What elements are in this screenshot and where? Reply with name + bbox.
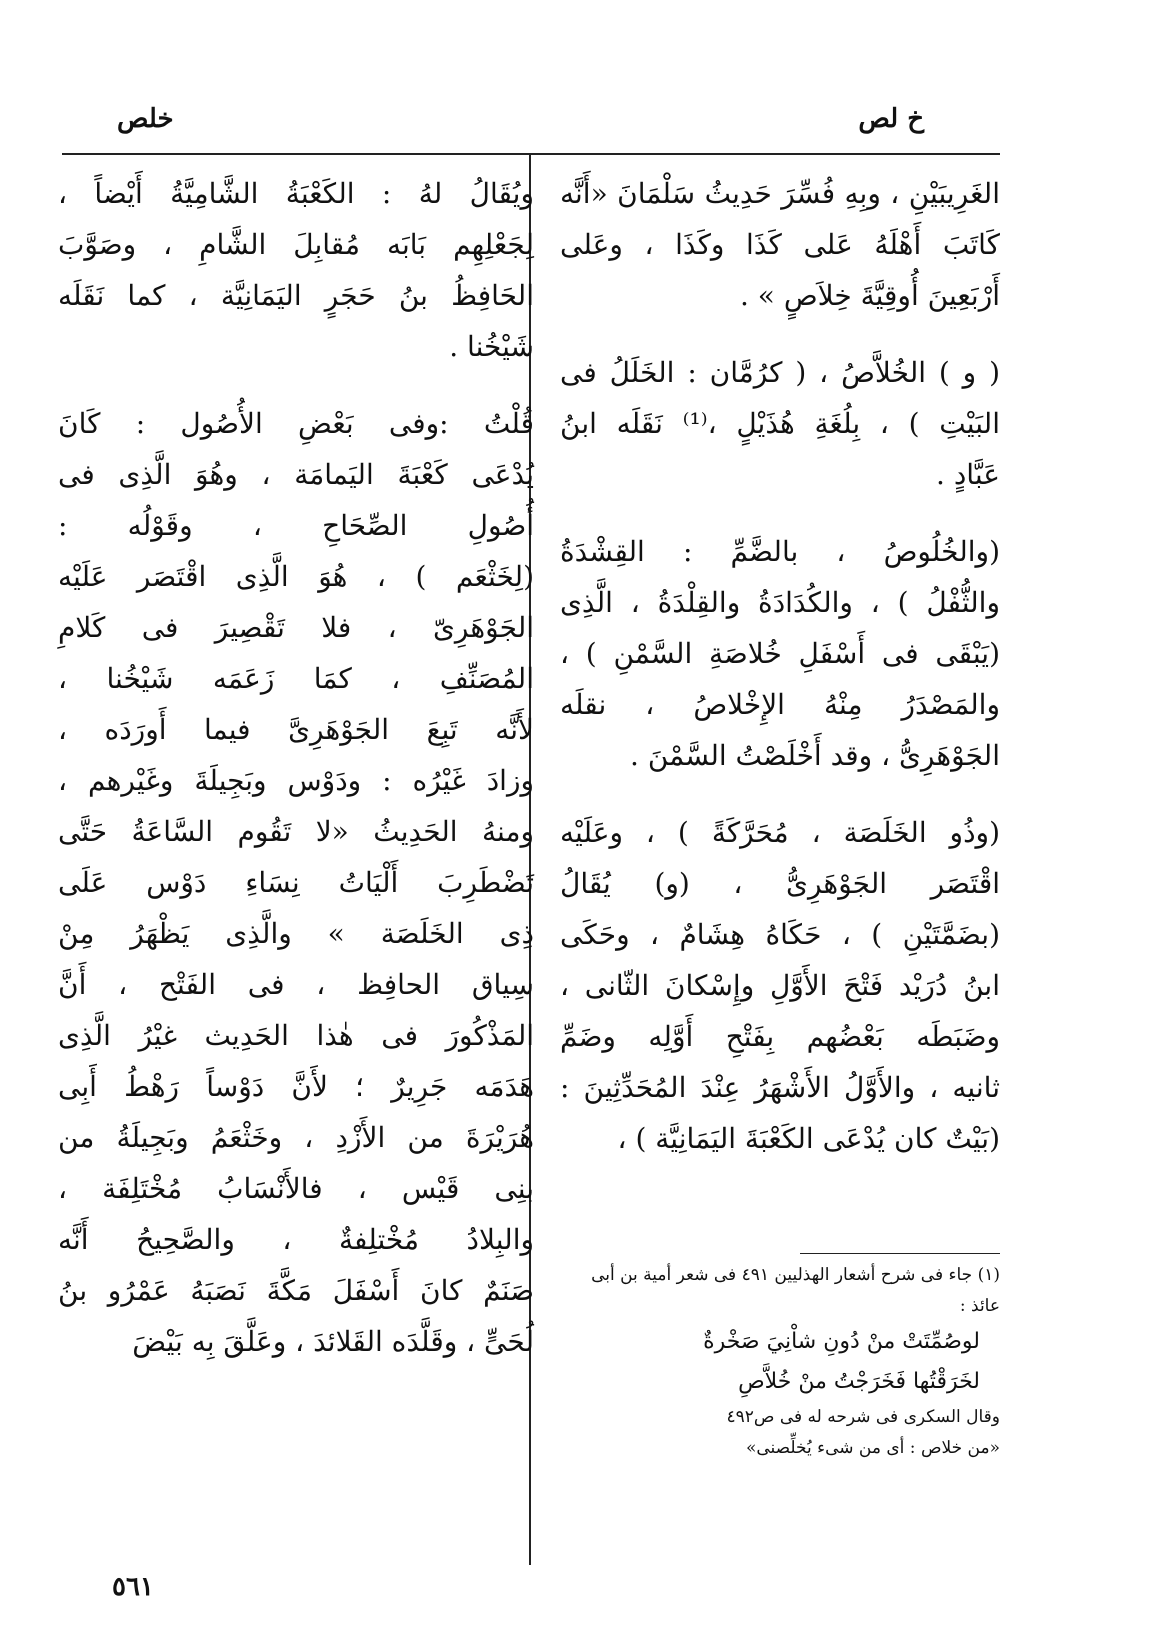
right-column: [560, 168, 1000, 1190]
text-line: وزادَ غَيْرُه : ودَوْس وبَجِيلَةَ وغَيْرهم ،: [58, 764, 534, 797]
text-line: (والخُلُوصُ ، بالضَّمِّ : القِشْدَةُ: [560, 535, 1000, 568]
footnote-line: عائذ :: [959, 1296, 1000, 1316]
footnote-line: (١) جاء فى شرح أشعار الهذليين ٤٩١ فى شعر أمية بن أبى: [591, 1265, 1000, 1285]
text-line: والثُّفْلُ ) ، والكُدَادَةُ والقِلْدَةُ ، الَّذِى: [560, 586, 1000, 619]
text-line: والمَصْدَرُ مِنْهُ الإِخْلاصُ ، نقلَه: [560, 688, 1000, 721]
text-line: البَيْتِ ) ، بِلُغَةِ هُذَيْلٍ ،⁽¹⁾ نَقَلَه ابنُ: [560, 407, 1000, 440]
text-line: (يَبْقَى فى أَسْفَلِ خُلاصَةِ السَّمْنِ ) ،: [560, 637, 1000, 670]
paragraph: [560, 347, 1000, 500]
text-line: الجَوْهَرِىُّ ، وقد أَخْلَصْتُ السَّمْنَ .: [630, 739, 1000, 772]
page-number: ٥٦١: [112, 1572, 154, 1602]
text-line: تَضْطَرِبَ أَلْيَاتُ نِسَاءِ دَوْس عَلَى: [58, 866, 534, 899]
header-rule: [62, 153, 1000, 155]
text-line: هَدَمَه جَرِيرٌ ؛ لأَنَّ دَوْساً رَهْطُ أَبِى: [58, 1070, 534, 1103]
footnote-rule: [800, 1253, 1000, 1254]
text-line: الغَرِيبَيْنِ ، وبِهِ فُسِّرَ حَدِيثُ سَلْمَانَ «أَنَّه: [560, 177, 1000, 210]
text-line: شَيْخُنا .: [449, 330, 534, 363]
text-line: كَاتَبَ أَهْلَهُ عَلى كَذَا وكَذَا ، وعَلى: [560, 228, 1000, 261]
paragraph: [58, 398, 534, 1367]
paragraph: [560, 168, 1000, 321]
running-header-root: خ لص: [858, 104, 924, 134]
text-line: وضَبَطَه بَعْضُهم بِفَتْحِ أَوَّلِه وضَمِّ: [560, 1020, 1000, 1053]
footnote-line: «من خلاص : أى من شىء يُخلِّصنى»: [745, 1438, 1000, 1458]
paragraph: [560, 526, 1000, 781]
text-line: ثانيه ، والأَوَّلُ الأَشْهَرُ عِنْدَ المُحَدِّثِينَ :: [560, 1071, 1000, 1104]
paragraph: [58, 168, 534, 372]
text-line: ذِى الخَلَصَة » والَّذِى يَظْهَرُ مِنْ: [58, 917, 534, 950]
text-line: أُصُولِ الصِّحَاحِ ، وقَوْلُه :: [58, 509, 534, 542]
text-line: والبِلادُ مُخْتلِفةٌ ، والصَّحِيحُ أَنَّه: [58, 1223, 534, 1256]
text-line: ( و ) الخُلاَّصُ ، ( كرُمَّان : الخَلَلُ فى: [560, 356, 1000, 389]
text-line: المَذْكُورَ فى هٰذا الحَدِيث غيْرُ الَّذِى: [58, 1019, 534, 1052]
text-line: (بَيْتٌ كان يُدْعَى الكَعْبَةَ اليَمَانِيَّة ) ،: [617, 1122, 1000, 1155]
footnote-verse: لخَرَقْتُها فَخَرَجْتُ منْ خُلاَّصِ: [738, 1369, 980, 1394]
text-line: ابنُ دُرَيْد فَتْحَ الأَوَّلِ وإِسْكانَ الثّانى ،: [560, 969, 1000, 1002]
text-line: ومنهُ الحَدِيثُ «لا تَقُوم السَّاعَةُ حَتَّى: [58, 815, 534, 848]
text-line: بنِى قَيْس ، فالأَنْسَابُ مُخْتَلِفَة ،: [58, 1172, 534, 1205]
text-line: لُحَىٍّ ، وقَلَّدَه القَلائدَ ، وعَلَّقَ بِه بَيْضَ: [132, 1325, 534, 1358]
text-line: لأَنَّه تَبِعَ الجَوْهَرِىَّ فيما أَورَدَه ،: [58, 713, 534, 746]
text-line: عَبَّادٍ .: [936, 458, 1000, 491]
text-line: يُدْعَى كَعْبَةَ اليَمامَة ، وهُوَ الَّذِى فى: [58, 458, 534, 491]
text-line: سِياق الحافِظ ، فى الفَتْح ، أَنَّ: [58, 968, 534, 1001]
footnote-line: وقال السكرى فى شرحه له فى ص٤٩٢: [726, 1407, 1000, 1427]
text-line: هُرَيْرَةَ من الأَزْدِ ، وخَثْعَمُ وبَجِيلَةُ من: [58, 1121, 534, 1154]
footnote: [560, 1260, 1000, 1464]
text-line: (بضَمَّتَيْنِ ) ، حَكَاهُ هِشَامٌ ، وحَكَى: [560, 918, 1000, 951]
running-header-entry: خلص: [117, 104, 174, 134]
text-line: (وذُو الخَلَصَة ، مُحَرَّكَةً ) ، وعَلَيْه: [560, 816, 1000, 849]
text-line: المُصَنِّفِ ، كمَا زَعَمَه شَيْخُنا ،: [58, 662, 534, 695]
text-line: الحَافِظُ بنُ حَجَرٍ اليَمَانِيَّة ، كما نَقَلَه: [58, 279, 534, 312]
text-line: لِجَعْلِهِم بَابَه مُقابِلَ الشَّامِ ، وصَوَّبَ: [58, 228, 534, 261]
paragraph: [560, 807, 1000, 1164]
left-column: [58, 168, 534, 1393]
text-line: الجَوْهَرِىّ ، فلا تَقْصِيرَ فى كَلامِ: [58, 611, 534, 644]
text-line: قُلْتُ :وفى بَعْضِ الأُصُول : كَانَ: [58, 407, 534, 440]
text-line: ويُقَالُ لهُ : الكَعْبَةُ الشَّامِيَّةُ أَيْضاً ،: [58, 177, 534, 210]
footnote-verse: لوصُمِّتَتْ منْ دُونِ شاْنِيَ صَخْرةٌ: [703, 1329, 980, 1354]
text-line: (لِخَثْعَم ) ، هُوَ الَّذِى اقْتَصَر عَلَيْه: [58, 560, 534, 593]
text-line: صَنَمٌ كانَ أَسْفَلَ مَكَّةَ نَصَبَهُ عَمْرُو بنُ: [58, 1274, 534, 1307]
text-line: اقْتَصَر الجَوْهَرِىُّ ، (و) يُقَالُ: [560, 867, 1000, 900]
text-line: أَرْبَعِينَ أُوقِيَّةَ خِلاَصٍ » .: [739, 279, 1000, 312]
